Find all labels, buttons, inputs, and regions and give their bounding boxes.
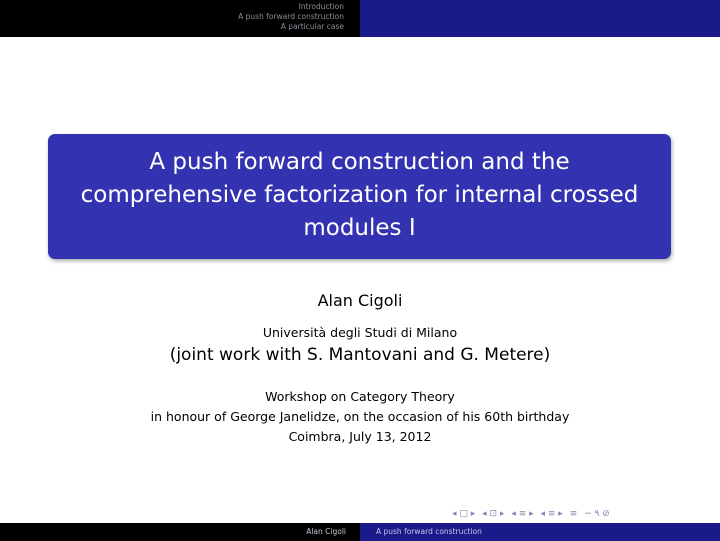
event-name: Workshop on Category Theory [265,389,455,404]
title-line-1: A push forward construction and the [149,149,570,175]
footer-short-title: A push forward construction [376,527,482,536]
institute: Università degli Studi di Milano [262,325,458,340]
nav-section-push-forward[interactable]: A push forward construction [238,12,344,21]
nav-toc-icon[interactable]: ≡ [569,509,578,519]
footer-author: Alan Cigoli [306,527,346,536]
nav-section-particular-case[interactable]: A particular case [280,22,344,31]
nav-search-back-icon[interactable]: ∽ ۹ ⊘ [584,509,610,519]
nav-section-introduction[interactable]: Introduction [298,2,344,11]
title-line-2: comprehensive factorization for internal crossed [80,182,639,208]
beamer-nav-symbols [452,506,714,522]
nav-document-icon[interactable]: ◂ ≡ ▸ [540,509,563,519]
presentation-title [48,146,671,245]
footer-left [0,523,360,541]
event-place-date: Coimbra, July 13, 2012 [288,429,432,444]
author-name: Alan Cigoli [317,291,403,310]
footer-right [360,523,720,541]
section-nav [0,0,360,37]
title-line-3: modules I [303,215,416,241]
header-right-panel [360,0,720,37]
title-box [48,134,671,259]
nav-subsection-icon[interactable]: ◂ ⊡ ▸ [482,509,505,519]
nav-section-icon[interactable]: ◂ ≡ ▸ [511,509,534,519]
nav-frame-icon[interactable]: ◂ □ ▸ [452,509,476,519]
event-occasion: in honour of George Janelidze, on the occasion of his 60th birthday [150,409,570,424]
footer-bar [0,523,720,541]
joint-work-note: (joint work with S. Mantovani and G. Metere) [169,345,551,365]
header-bar [0,0,720,37]
